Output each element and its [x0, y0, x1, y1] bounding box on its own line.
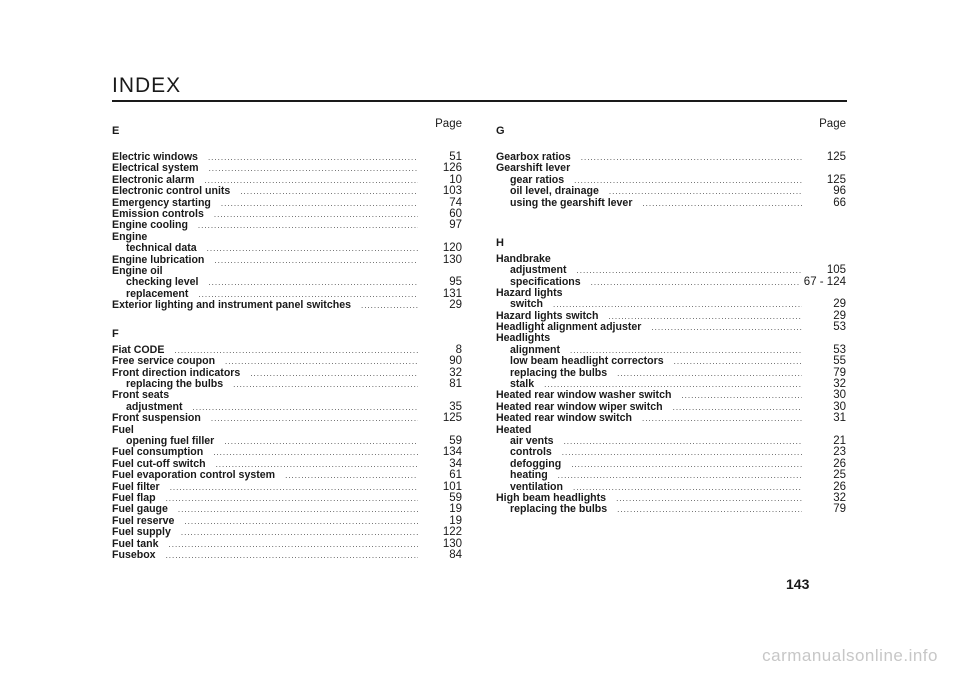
entry-page-number: 131 — [442, 287, 462, 300]
entry-label: Fuel — [112, 423, 134, 436]
index-entry — [496, 288, 846, 299]
entry-label: Fuel supply — [112, 526, 171, 539]
entry-label: Free service coupon — [112, 355, 216, 368]
entry-page-number: 35 — [449, 400, 462, 413]
entry-label: Heated rear window switch — [496, 412, 632, 425]
index-subentry — [496, 186, 846, 197]
entry-label: heating — [510, 469, 548, 482]
index-subentry — [112, 277, 462, 288]
dot-leader — [204, 175, 418, 186]
entry-label: Headlights — [496, 332, 551, 345]
entry-label: Heated rear window washer switch — [496, 389, 672, 402]
entry-label: Gearbox ratios — [496, 151, 571, 163]
entry-label: Front suspension — [112, 412, 201, 425]
entry-label: replacement — [126, 287, 189, 300]
dot-leader — [617, 368, 802, 379]
index-entry — [112, 539, 462, 550]
left-column-header — [112, 118, 462, 140]
dot-leader — [169, 539, 418, 550]
dot-leader — [214, 209, 418, 220]
entry-label: ventilation — [510, 480, 563, 493]
page-column-header: Page — [819, 118, 846, 130]
entry-page-number: 26 — [833, 480, 846, 493]
dot-leader — [573, 482, 802, 493]
entry-page-number: 90 — [449, 355, 462, 368]
entry-label: Electrical system — [112, 162, 199, 175]
entry-page-number: 81 — [449, 378, 462, 391]
entry-page-number: 101 — [442, 480, 462, 493]
entry-label: Electric windows — [112, 151, 198, 163]
entry-page-number: 19 — [449, 503, 462, 516]
entry-label: Fuel tank — [112, 537, 159, 550]
entry-page-number: 34 — [449, 457, 462, 470]
entry-label: Engine oil — [112, 264, 163, 277]
index-entry — [112, 300, 462, 311]
entry-page-number: 96 — [833, 185, 846, 198]
index-subentry — [496, 368, 846, 379]
dot-leader — [207, 243, 418, 254]
entry-label: Fusebox — [112, 548, 156, 561]
entry-page-number: 125 — [442, 412, 462, 425]
entry-page-number: 21 — [833, 434, 846, 447]
dot-leader — [651, 322, 802, 333]
entry-label: Engine — [112, 230, 148, 243]
index-subentry — [496, 504, 846, 515]
entry-page-number: 79 — [833, 503, 846, 516]
dot-leader — [617, 504, 802, 515]
index-entry — [112, 527, 462, 538]
dot-leader — [240, 186, 418, 197]
entry-label: Heated rear window wiper switch — [496, 400, 663, 413]
index-entry — [112, 356, 462, 367]
index-entry — [112, 504, 462, 515]
entry-label: Engine cooling — [112, 219, 188, 232]
section-letter-g: G — [496, 125, 505, 137]
entry-label: oil level, drainage — [510, 185, 599, 198]
entry-page-number: 95 — [449, 276, 462, 289]
dot-leader — [574, 175, 802, 186]
entry-label: Front seats — [112, 389, 170, 402]
entry-label: Handbrake — [496, 252, 551, 265]
entry-label: using the gearshift lever — [510, 196, 633, 209]
entry-page-number: 10 — [449, 173, 462, 186]
entry-page-number: 32 — [449, 366, 462, 379]
entry-page-number: 122 — [442, 526, 462, 539]
right-column — [496, 118, 846, 516]
entry-page-number: 32 — [833, 378, 846, 391]
index-entry — [496, 413, 846, 424]
entry-page-number: 53 — [833, 321, 846, 334]
index-entry — [112, 255, 462, 266]
index-entry — [112, 482, 462, 493]
index-subentry — [496, 198, 846, 209]
right-column-header — [496, 118, 846, 140]
dot-leader — [208, 152, 418, 163]
dot-leader — [681, 390, 802, 401]
entry-page-number: 130 — [442, 253, 462, 266]
entry-page-number: 74 — [449, 196, 462, 209]
entry-page-number: 29 — [449, 299, 462, 312]
index-subentry — [496, 470, 846, 481]
entry-label: gear ratios — [510, 173, 565, 186]
dot-leader — [193, 402, 418, 413]
section-letter-e: E — [112, 125, 120, 137]
entry-page-number: 30 — [833, 400, 846, 413]
entry-label: technical data — [126, 242, 197, 255]
dot-leader — [642, 198, 802, 209]
entry-page-number: 29 — [833, 298, 846, 311]
entry-label: Engine lubrication — [112, 253, 205, 266]
entry-label: Fuel gauge — [112, 503, 168, 516]
index-subentry — [112, 243, 462, 254]
entry-label: air vents — [510, 434, 554, 447]
entry-label: opening fuel filler — [126, 434, 215, 447]
dot-leader — [224, 436, 418, 447]
entry-label: Gearshift lever — [496, 162, 571, 175]
entry-page-number: 30 — [833, 389, 846, 402]
entry-label: Fuel reserve — [112, 514, 175, 527]
entry-page-number: 125 — [826, 151, 846, 163]
entry-label: low beam headlight correctors — [510, 355, 664, 368]
entry-label: Hazard lights switch — [496, 309, 599, 322]
entry-page-number: 19 — [449, 514, 462, 527]
page-title: INDEX — [112, 74, 182, 97]
entry-page-number: 53 — [833, 343, 846, 356]
dot-leader — [558, 470, 802, 481]
entry-page-number: 29 — [833, 309, 846, 322]
left-column — [112, 118, 462, 561]
dot-leader — [178, 504, 418, 515]
dot-leader — [577, 265, 802, 276]
index-subentry — [496, 265, 846, 276]
entry-page-number: 61 — [449, 469, 462, 482]
dot-leader — [285, 470, 418, 481]
entry-label: Front direction indicators — [112, 366, 241, 379]
entry-label: replacing the bulbs — [510, 366, 608, 379]
entry-label: checking level — [126, 276, 199, 289]
page-column-header: Page — [435, 118, 462, 130]
dot-leader — [225, 356, 418, 367]
dot-leader — [553, 299, 802, 310]
entry-page-number: 79 — [833, 366, 846, 379]
entry-label: Exterior lighting and instrument panel switches — [112, 299, 351, 312]
entry-label: Electronic control units — [112, 185, 231, 198]
entry-page-number: 66 — [833, 196, 846, 209]
entry-label: Fiat CODE — [112, 343, 165, 356]
dot-leader — [673, 402, 802, 413]
entry-label: Emergency starting — [112, 196, 211, 209]
entry-page-number: 125 — [826, 173, 846, 186]
entry-label: Headlight alignment adjuster — [496, 321, 642, 334]
entry-page-number: 103 — [442, 185, 462, 198]
entry-label: Fuel consumption — [112, 446, 204, 459]
entry-label: stalk — [510, 378, 535, 391]
dot-leader — [214, 255, 418, 266]
dot-leader — [198, 220, 418, 231]
section-letter-h: H — [496, 236, 504, 249]
section-letter-f: F — [112, 327, 119, 340]
entry-page-number: 84 — [449, 548, 462, 561]
entry-page-number: 105 — [826, 264, 846, 277]
dot-leader — [609, 186, 802, 197]
entry-page-number: 130 — [442, 537, 462, 550]
entry-page-number: 55 — [833, 355, 846, 368]
title-rule — [112, 100, 847, 102]
entry-page-number: 126 — [442, 162, 462, 175]
dot-leader — [562, 447, 802, 458]
entry-label: replacing the bulbs — [510, 503, 608, 516]
entry-label: Electronic alarm — [112, 173, 195, 186]
dot-leader — [616, 493, 802, 504]
dot-leader — [221, 198, 418, 209]
index-subentry — [496, 356, 846, 367]
entry-label: Fuel flap — [112, 491, 156, 504]
entry-page-number: 31 — [833, 412, 846, 425]
index-list-g — [496, 152, 846, 209]
entry-page-number: 134 — [442, 446, 462, 459]
entry-label: adjustment — [126, 400, 183, 413]
dot-leader — [642, 413, 802, 424]
page-number: 143 — [786, 576, 810, 592]
entry-page-number: 51 — [449, 151, 462, 163]
dot-leader — [564, 436, 802, 447]
entry-label: Fuel filter — [112, 480, 160, 493]
entry-page-number: 8 — [455, 343, 462, 356]
index-list-h — [496, 254, 846, 516]
entry-label: Fuel evaporation control system — [112, 469, 276, 482]
dot-leader — [213, 447, 418, 458]
entry-page-number: 59 — [449, 491, 462, 504]
entry-label: adjustment — [510, 264, 567, 277]
entry-label: switch — [510, 298, 543, 311]
dot-leader — [571, 459, 802, 470]
dot-leader — [591, 277, 800, 288]
index-subentry — [496, 459, 846, 470]
dot-leader — [209, 163, 418, 174]
entry-page-number: 67 - 124 — [803, 275, 846, 288]
dot-leader — [170, 482, 418, 493]
entry-page-number: 97 — [449, 219, 462, 232]
index-entry — [112, 413, 462, 424]
entry-label: Fuel cut-off switch — [112, 457, 206, 470]
entry-label: replacing the bulbs — [126, 378, 224, 391]
entry-page-number: 120 — [442, 242, 462, 255]
index-entry — [112, 186, 462, 197]
entry-label: Emission controls — [112, 207, 204, 220]
entry-page-number: 25 — [833, 469, 846, 482]
entry-page-number: 26 — [833, 457, 846, 470]
entry-label: defogging — [510, 457, 562, 470]
dot-leader — [166, 493, 418, 504]
index-subentry — [496, 299, 846, 310]
entry-page-number: 60 — [449, 207, 462, 220]
entry-label: alignment — [510, 343, 561, 356]
dot-leader — [208, 277, 418, 288]
index-list-f — [112, 345, 462, 561]
dot-leader — [166, 550, 418, 561]
dot-leader — [581, 152, 802, 163]
entry-label: controls — [510, 446, 552, 459]
index-entry — [112, 550, 462, 561]
entry-page-number: 32 — [833, 491, 846, 504]
index-entry — [112, 220, 462, 231]
dot-leader — [361, 300, 418, 311]
entry-label: Heated — [496, 423, 532, 436]
dot-leader — [184, 516, 418, 527]
entry-page-number: 23 — [833, 446, 846, 459]
watermark: carmanualsonline.info — [762, 646, 938, 665]
entry-page-number: 59 — [449, 434, 462, 447]
index-list-e — [112, 152, 462, 311]
entry-label: Hazard lights — [496, 286, 563, 299]
dot-leader — [211, 413, 418, 424]
dot-leader — [233, 379, 418, 390]
dot-leader — [674, 356, 802, 367]
dot-leader — [250, 368, 418, 379]
entry-label: specifications — [510, 275, 581, 288]
entry-label: High beam headlights — [496, 491, 607, 504]
dot-leader — [181, 527, 418, 538]
index-entry — [112, 470, 462, 481]
